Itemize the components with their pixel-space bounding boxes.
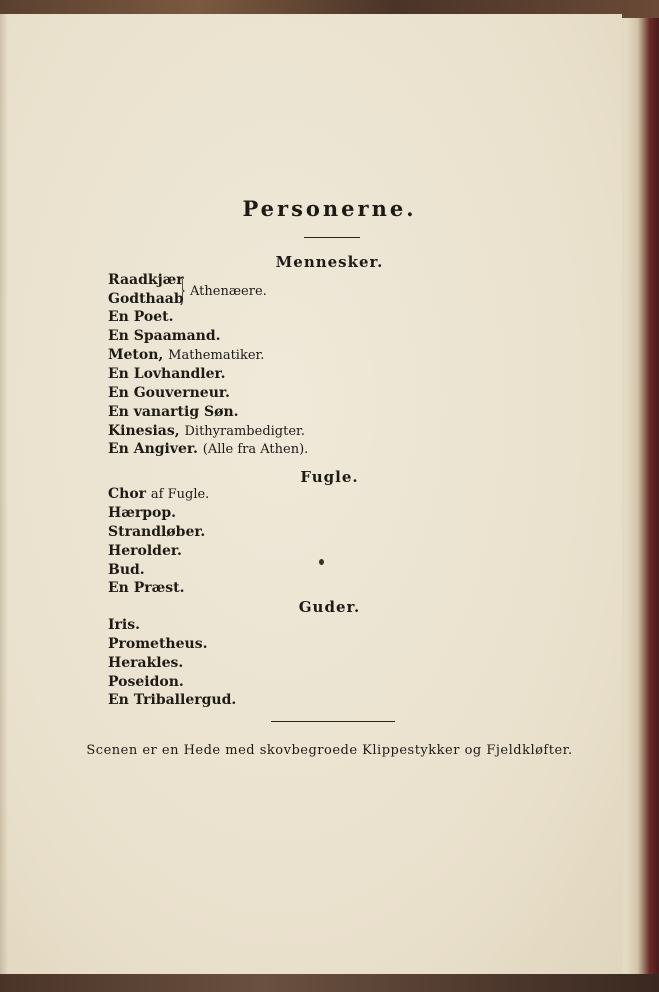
book-binding-bottom [0, 974, 659, 992]
character-row: En Spaamand. [108, 328, 221, 344]
scene-description: Scenen er en Hede med skovbegroede Klippestykker og Fjeldkløfter. [86, 743, 573, 758]
page-title: Personerne. [242, 196, 417, 221]
character-row: En Poet. [108, 309, 174, 325]
section-heading-mennesker: Mennesker. [275, 253, 384, 271]
brace-symbol: } [178, 273, 188, 308]
character-row: En vanartig Søn. [108, 404, 239, 420]
character-row: Chor af Fugle. [108, 486, 210, 502]
title-rule [304, 237, 360, 238]
character-row: Meton, Mathematiker. [108, 347, 265, 363]
character-row: En Triballergud. [108, 692, 237, 708]
character-row: Iris. [108, 617, 140, 633]
character-row: En Lovhandler. [108, 366, 226, 382]
character-row: Kinesias, Dithyrambedigter. [108, 423, 305, 439]
character-row: En Gouverneur. [108, 385, 230, 401]
book-page [0, 14, 622, 980]
athenian-label: Athenæere. [190, 284, 267, 299]
character-row: Prometheus. [108, 636, 208, 652]
character-row: Hærpop. [108, 505, 177, 521]
character-row: Poseidon. [108, 674, 184, 690]
section-heading-fugle: Fugle. [300, 468, 359, 486]
character-row: Bud. [108, 562, 145, 578]
character-raadkjaer: Raadkjær [108, 272, 184, 288]
character-row: Herolder. [108, 543, 182, 559]
character-row: Herakles. [108, 655, 184, 671]
section-heading-guder: Guder. [298, 598, 361, 616]
character-row: En Præst. [108, 580, 185, 596]
ink-speck [319, 559, 324, 565]
scene-rule [271, 721, 395, 722]
character-godthaab: Godthaab [108, 291, 184, 307]
page-fold-shadow [0, 14, 8, 980]
character-row: Strandløber. [108, 524, 206, 540]
character-row: En Angiver. (Alle fra Athen). [108, 441, 309, 457]
